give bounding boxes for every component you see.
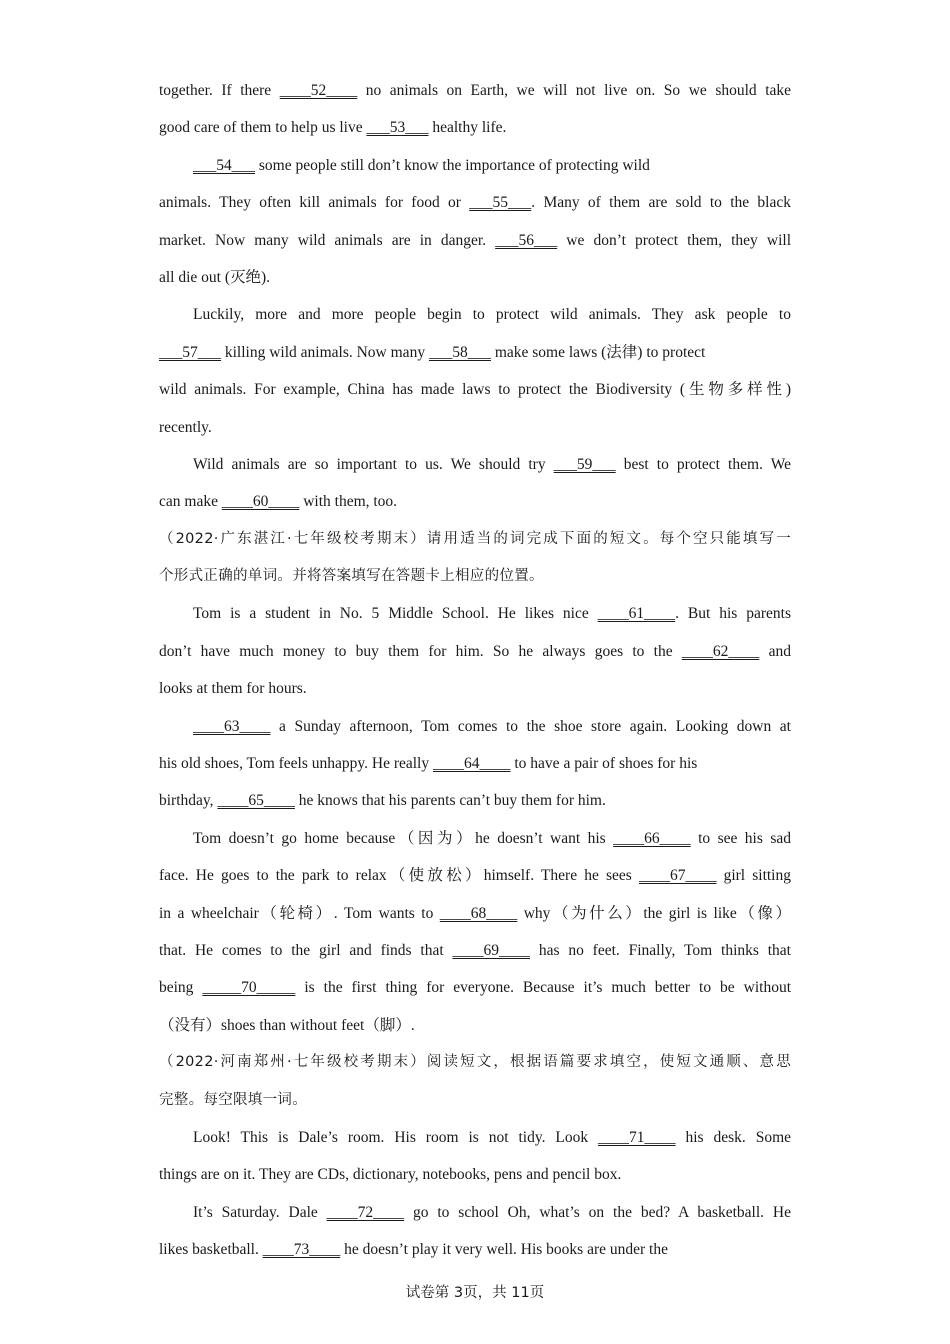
passage-line [159, 483, 791, 520]
text-run: 完整。每空限填一词。 [159, 1091, 307, 1108]
text-run: （没有）shoes than without feet（脚）. [159, 1016, 415, 1034]
passage-line [159, 595, 791, 632]
answer-blank: ____69____ [452, 941, 530, 959]
text-run: being [159, 979, 203, 997]
passage-line [159, 633, 791, 670]
answer-blank: ____65____ [217, 792, 295, 810]
answer-blank: ____61____ [597, 605, 676, 623]
answer-blank: ___53___ [366, 119, 429, 137]
text-run: make some laws (法律) to protect [490, 343, 706, 361]
passage-line [159, 1007, 791, 1044]
text-run: good care of them to help us live [159, 119, 367, 137]
text-run: 个形式正确的单词。并将答案填写在答题卡上相应的位置。 [159, 568, 544, 585]
text-run: Tom is a student in No. 5 Middle School. He likes nice [193, 605, 598, 623]
passage-line [159, 969, 791, 1006]
text-run: don’t have much money to buy them for him. So he always goes to the [159, 642, 682, 660]
passage-line [159, 1231, 791, 1268]
text-run: girl sitting [716, 867, 791, 885]
text-run: and [759, 642, 792, 660]
answer-blank: ___58___ [428, 343, 491, 361]
text-run: wild animals. For example, China has made laws to protect the Biodiversity (生物多样性) [159, 381, 791, 399]
text-run: （2022·河南郑州·七年级校考期末）阅读短文，根据语篇要求填空，使短文通顺、意思 [159, 1054, 791, 1071]
document-body [159, 72, 791, 1269]
passage-line [159, 222, 791, 259]
text-run: that. He comes to the girl and finds that [159, 941, 453, 959]
text-run: It’s Saturday. Dale [193, 1203, 327, 1221]
answer-blank: ____68____ [439, 904, 518, 922]
passage-line [159, 782, 791, 819]
text-run: a Sunday afternoon, Tom comes to the shoe store again. Looking down at [270, 717, 791, 735]
text-run: animals. They often kill animals for food or [159, 194, 470, 212]
text-run: go to school Oh, what’s on the bed? A basketball. He [404, 1203, 791, 1221]
passage-line [159, 334, 791, 371]
answer-blank: ___54___ [193, 156, 255, 174]
page-footer: 试卷第 3页，共 11页 [405, 1285, 545, 1301]
passage-line [159, 1156, 791, 1193]
passage-line [159, 147, 791, 184]
passage-line [159, 409, 791, 446]
text-run: recently. [159, 418, 212, 436]
text-run: to see his sad [690, 829, 791, 847]
text-run: all die out (灭绝). [159, 268, 271, 286]
passage-line [159, 296, 791, 333]
section-instruction-line [159, 558, 791, 595]
section-instruction-line [159, 1044, 791, 1081]
text-run: he doesn’t play it very well. His books are under the [340, 1241, 668, 1259]
answer-blank: ____52____ [279, 82, 358, 99]
text-run: we don’t protect them, they will [557, 231, 791, 249]
text-run: with them, too. [299, 493, 398, 511]
text-run: market. Now many wild animals are in danger. [159, 231, 496, 249]
passage-line [159, 259, 791, 296]
text-run: Luckily, more and more people begin to protect wild animals. They ask people to [193, 306, 791, 324]
text-run: looks at them for hours. [159, 680, 307, 698]
text-run: is the first thing for everyone. Because it’s much better to be without [295, 979, 791, 997]
text-run: birthday, [159, 792, 218, 810]
passage-line [159, 109, 791, 146]
answer-blank: ____67____ [638, 867, 717, 885]
text-run: Look! This is Dale’s room. His room is not tidy. Look [193, 1128, 599, 1146]
answer-blank: ____62____ [681, 642, 760, 660]
passage-line [159, 1119, 791, 1156]
text-run: his desk. Some [675, 1128, 792, 1146]
text-run: together. If there [159, 82, 280, 99]
passage-line [159, 184, 791, 221]
passage-line [159, 371, 791, 408]
text-run: things are on it. They are CDs, dictionary, notebooks, pens and pencil box. [159, 1166, 622, 1184]
text-run: why（为什么）the girl is like（像） [517, 904, 791, 922]
passage-line [159, 72, 791, 109]
answer-blank: ____63____ [193, 717, 271, 735]
text-run: Tom doesn’t go home because（因为）he doesn’t want his [193, 829, 614, 847]
answer-blank: ____64____ [433, 755, 511, 773]
text-run: Wild animals are so important to us. We should try [193, 455, 554, 473]
answer-blank: ___56___ [495, 231, 558, 249]
text-run: . Many of them are sold to the black [531, 194, 792, 212]
passage-line [159, 820, 791, 857]
text-run: best to protect them. We [615, 455, 791, 473]
text-run: likes basketball. [159, 1241, 263, 1259]
answer-blank: ____71____ [598, 1128, 676, 1146]
answer-blank: ____73____ [262, 1241, 341, 1259]
answer-blank: ___59___ [553, 455, 616, 473]
text-run: healthy life. [428, 119, 507, 137]
answer-blank: ____66____ [613, 829, 691, 847]
text-run: face. He goes to the park to relax（使放松）himself. There he sees [159, 867, 639, 885]
text-run: has no feet. Finally, Tom thinks that [530, 941, 791, 959]
passage-line [159, 446, 791, 483]
passage-line [159, 745, 791, 782]
text-run: . But his parents [675, 605, 791, 623]
passage-line [159, 1194, 791, 1231]
section-instruction-line [159, 1082, 791, 1119]
text-run: he knows that his parents can’t buy them for him. [294, 792, 606, 810]
answer-blank: ___57___ [159, 343, 221, 361]
passage-line [159, 708, 791, 745]
text-run: his old shoes, Tom feels unhappy. He really [159, 755, 433, 773]
answer-blank: ___55___ [469, 194, 532, 212]
text-run: （2022·广东湛江·七年级校考期末）请用适当的词完成下面的短文。每个空只能填写一 [159, 530, 791, 547]
text-run: can make [159, 493, 222, 511]
section-instruction-line [159, 521, 791, 558]
answer-blank: ____72____ [326, 1203, 405, 1221]
text-run: in a wheelchair（轮椅）. Tom wants to [159, 904, 440, 922]
answer-blank: ____60____ [221, 493, 300, 511]
passage-line [159, 857, 791, 894]
text-run: no animals on Earth, we will not live on. So we should take [357, 82, 792, 99]
text-run: killing wild animals. Now many [221, 343, 429, 361]
passage-line [159, 932, 791, 969]
text-run: some people still don’t know the importance of protecting wild [255, 156, 650, 174]
answer-blank: _____70_____ [202, 979, 296, 997]
text-run: to have a pair of shoes for his [510, 755, 698, 773]
passage-line [159, 895, 791, 932]
passage-line [159, 670, 791, 707]
